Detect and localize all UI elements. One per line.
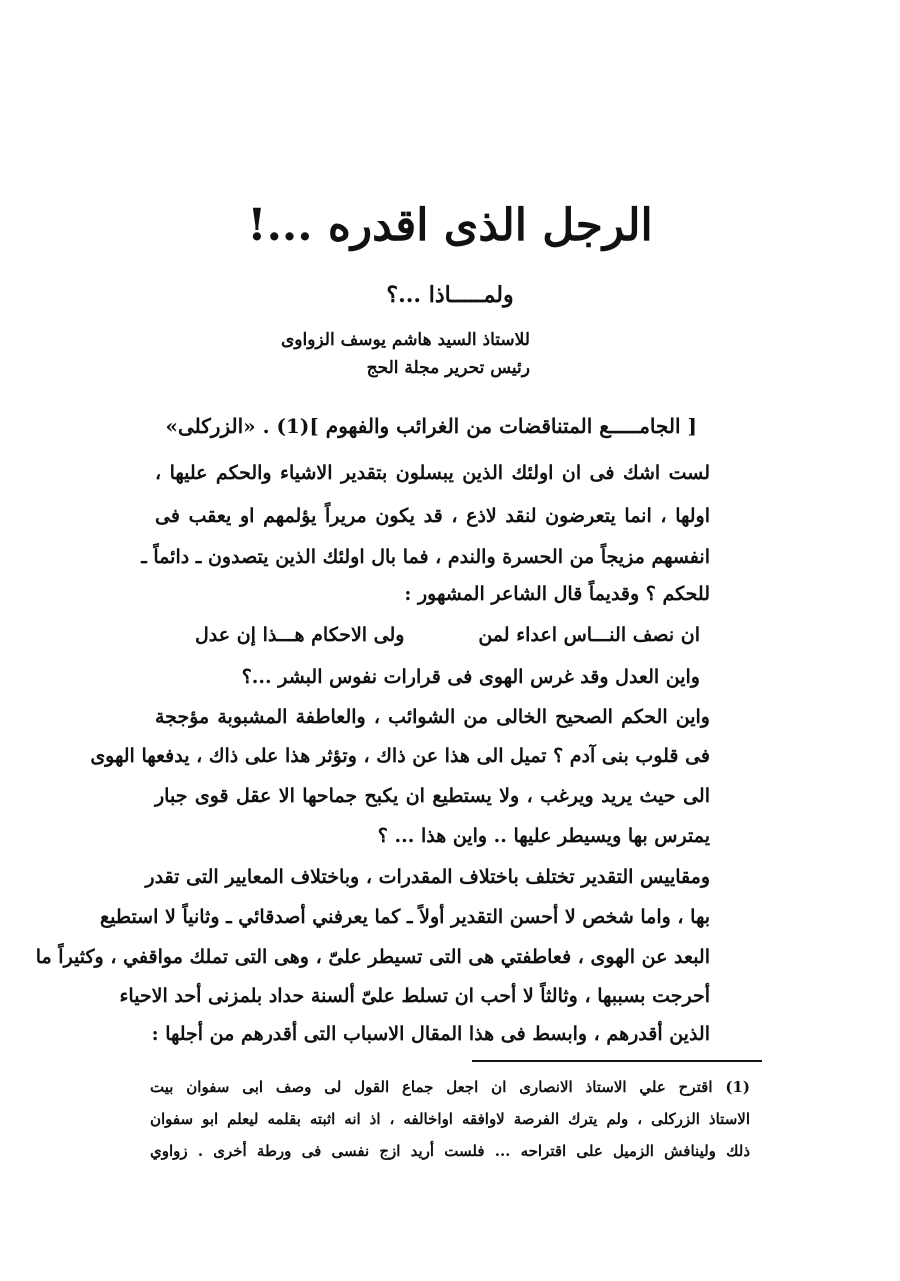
epigraph: [ الجامـــــع المتناقضات من الغرائب والفهوم ](1) . «الزركلى» — [165, 414, 697, 438]
footnote-divider — [472, 1060, 762, 1062]
body-line: أحرجت بسببها ، وثالثاً لا أحب ان تسلط علىّ ألسنة حداد بلمزنى أحد الاحياء — [119, 985, 710, 1007]
poem-verse-left: ولى الاحكام هـــذا إن عدل — [195, 624, 405, 646]
body-line: الى حيث يريد ويرغب ، ولا يستطيع ان يكبح جماحها الا عقل قوى جبار — [155, 785, 710, 807]
footnote-line: (1) اقترح علي الاستاذ الانصارى ان اجعل جماع القول لى وصف ابى سفوان بيت — [150, 1078, 750, 1096]
body-line: فى قلوب بنى آدم ؟ تميل الى هذا عن ذاك ، وتؤثر هذا على ذاك ، يدفعها الهوى — [90, 745, 710, 767]
poem-verse-right: واين العدل وقد غرس الهوى فى قرارات نفوس البشر ...؟ — [241, 666, 700, 688]
body-line: للحكم ؟ وقديماً قال الشاعر المشهور : — [404, 583, 710, 605]
author-role: رئيس تحرير مجلة الحج — [366, 358, 530, 378]
article-subtitle: ولمـــــاذا ...؟ — [386, 282, 514, 308]
body-line: بها ، واما شخص لا أحسن التقدير أولاً ـ كما يعرفني أصدقائي ـ وثانياً لا استطيع — [100, 906, 710, 928]
article-title: الرجل الذى اقدره ...! — [247, 200, 653, 251]
body-line: الذين أقدرهم ، وابسط فى هذا المقال الاسباب التى أقدرهم من أجلها : — [151, 1023, 710, 1045]
poem-verse-right: ان نصف النـــاس اعداء لمن — [478, 624, 700, 646]
body-line: لست اشك فى ان اولئك الذين يبسلون بتقدير الاشياء والحكم عليها ، — [155, 462, 710, 484]
body-line: اولها ، انما يتعرضون لنقد لاذع ، قد يكون مريراً يؤلمهم او يعقب فى — [155, 505, 710, 527]
footnote-line: ذلك ولينافش الزميل على اقتراحه ... فلست أريد ازج نفسى فى ورطة أخرى . زواوي — [150, 1142, 750, 1160]
author-name: للاستاذ السيد هاشم يوسف الزواوى — [280, 330, 530, 350]
body-line: ومقاييس التقدير تختلف باختلاف المقدرات ، وباختلاف المعايير التى تقدر — [145, 866, 710, 888]
body-line: البعد عن الهوى ، فعاطفتي هى التى تسيطر علىّ ، وهى التى تملك مواقفي ، وكثيراً ما — [35, 946, 710, 968]
body-line: انفسهم مزيجاً من الحسرة والندم ، فما بال اولئك الذين يتصدون ـ دائماً ـ — [141, 546, 710, 568]
body-line: واين الحكم الصحيح الخالى من الشوائب ، والعاطفة المشبوبة مؤججة — [155, 706, 710, 728]
footnote-line: الاستاذ الزركلى ، ولم يترك الفرصة لاوافقه اواخالفه ، اذ انه اثبته بقلمه ليعلم ابو سفوان — [150, 1110, 750, 1128]
body-line: يمترس بها ويسيطر عليها .. واين هذا ... ؟ — [377, 825, 710, 847]
